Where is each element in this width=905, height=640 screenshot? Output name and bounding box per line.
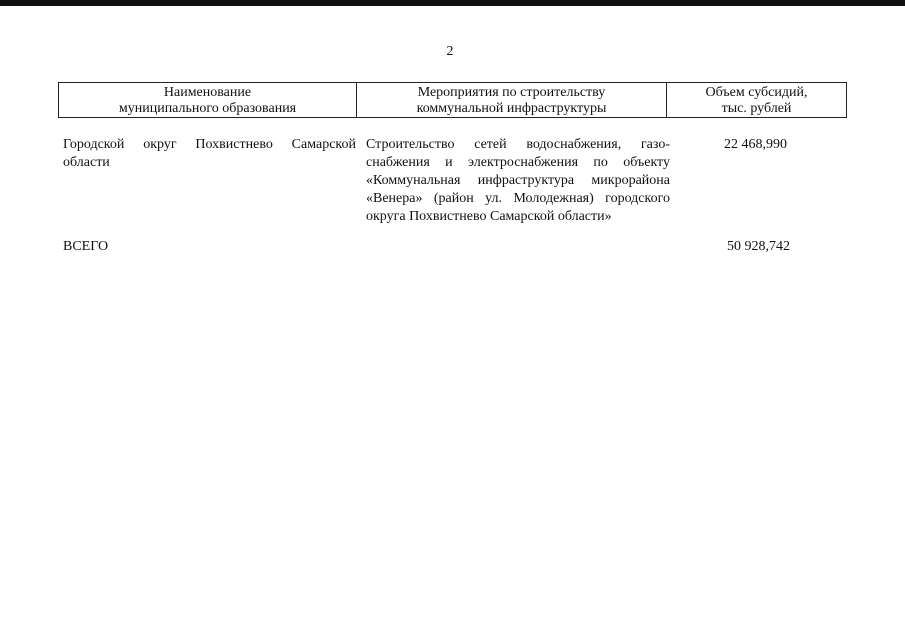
row-activity-line-1: Строительство сетей водоснабжения, газо- xyxy=(366,137,670,152)
header-municipality xyxy=(59,83,357,118)
top-border-rule xyxy=(0,0,905,6)
subsidy-table-header xyxy=(58,82,847,118)
row-activity-description xyxy=(366,136,670,226)
total-amount: 50 928,742 xyxy=(727,239,790,254)
page-number: 2 xyxy=(446,44,454,59)
header-municipality-line-1: Наименование xyxy=(163,85,252,100)
header-municipality-line-2: муниципального образования xyxy=(118,101,297,116)
header-activities-line-2: коммунальной инфраструктуры xyxy=(416,101,607,116)
header-subsidy-amount xyxy=(667,83,847,118)
header-activities-line-1: Мероприятия по строительству xyxy=(417,85,606,100)
header-activities xyxy=(357,83,667,118)
row-municipality-line-2: области xyxy=(63,155,110,170)
row-municipality-line-1: Городской округ Похвистнево Самарской xyxy=(63,137,356,152)
total-label: ВСЕГО xyxy=(63,239,109,254)
row-activity-line-4: «Венера» (район ул. Молодежная) городского xyxy=(366,191,670,206)
header-subsidy-amount-line-2: тыс. рублей xyxy=(721,101,792,116)
row-activity-line-3: «Коммунальная инфраструктура микрорайона xyxy=(366,173,670,188)
row-subsidy-amount: 22 468,990 xyxy=(724,137,787,152)
row-municipality-name xyxy=(63,136,356,172)
row-activity-line-5: округа Похвистнево Самарской области» xyxy=(366,209,612,224)
row-activity-line-2: снабжения и электроснабжения по объекту xyxy=(366,155,670,170)
header-subsidy-amount-line-1: Объем субсидий, xyxy=(705,85,808,100)
